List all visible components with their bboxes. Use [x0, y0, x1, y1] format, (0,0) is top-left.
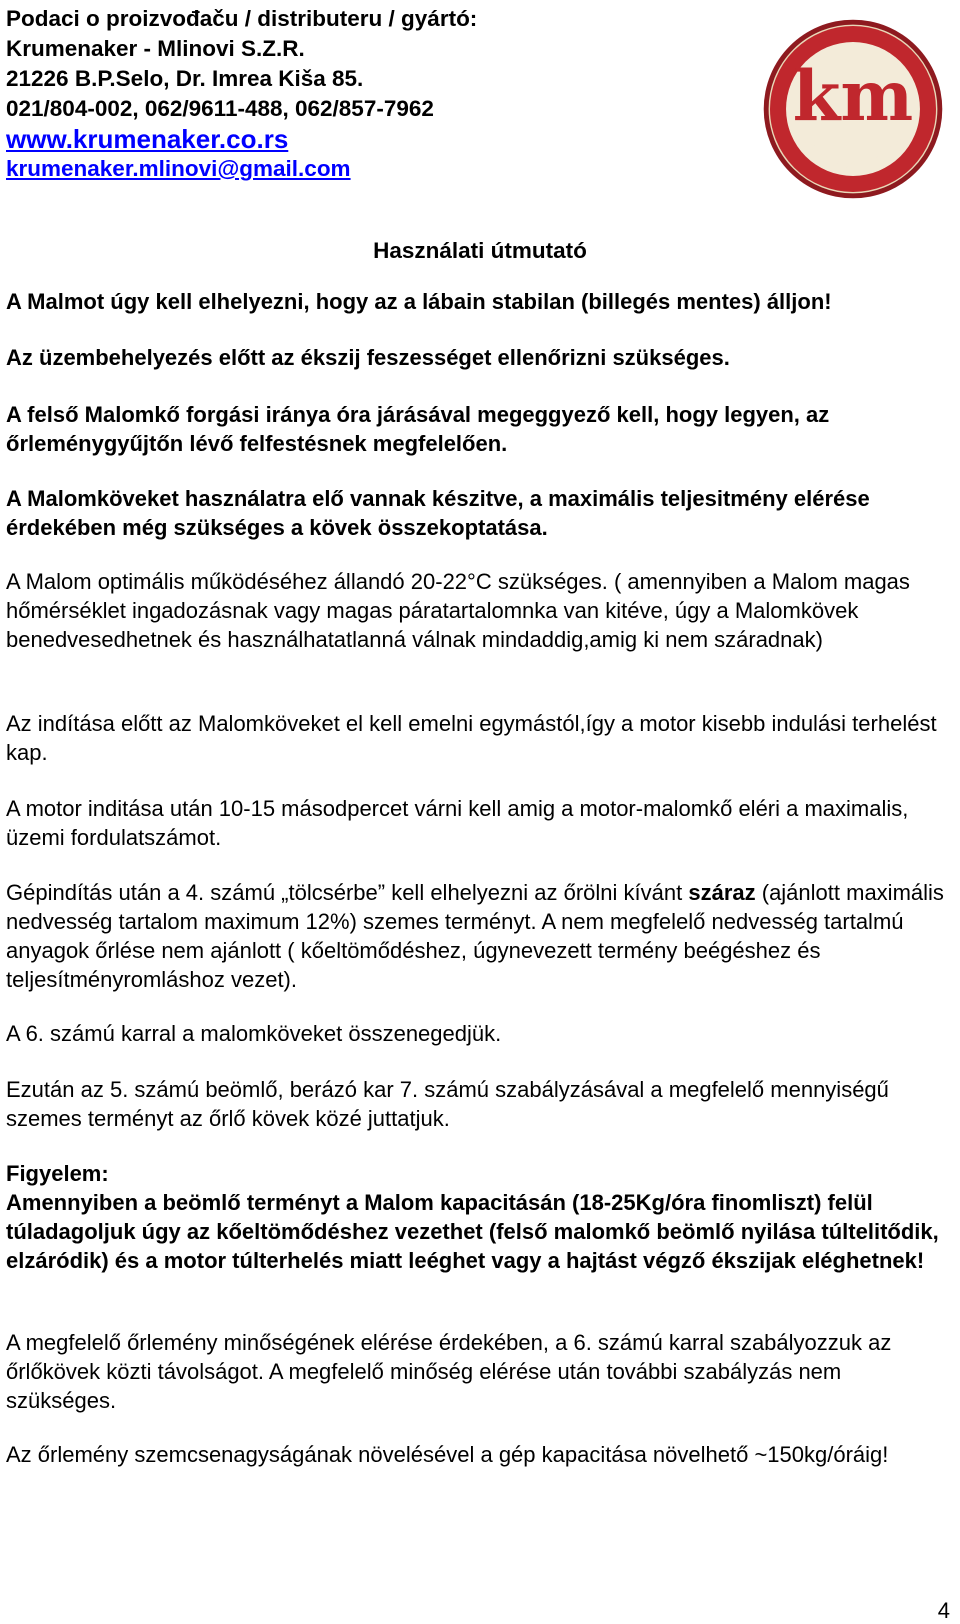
hopper-text-start: Gépindítás után a 4. számú „tölcsérbe” kell elhelyezni az őrölni kívánt [6, 880, 689, 905]
company-address: 21226 B.P.Selo, Dr. Imrea Kiša 85. [6, 66, 364, 91]
producer-heading: Podaci o proizvođaču / distributeru / gyártó: [6, 6, 478, 31]
hopper-dry-emphasis: száraz [688, 880, 756, 905]
paragraph-placement: A Malmot úgy kell elhelyezni, hogy az a lábain stabilan (billegés mentes) álljon! [6, 289, 832, 314]
logo-monogram: km [792, 56, 914, 138]
company-phones: 021/804-002, 062/9611-488, 062/857-7962 [6, 96, 434, 121]
paragraph-start-lift: Az indítása előtt az Malomköveket el kell emelni egymástól,így a motor kisebb indulási terhelést kap. [6, 711, 937, 765]
email-link[interactable]: krumenaker.mlinovi@gmail.com [6, 156, 351, 181]
paragraph-capacity: Az őrlemény szemcsenagyságának növelésével a gép kapacitása növelhető ~150kg/óráig! [6, 1442, 889, 1467]
logo-ring-text: krumenaker mlinovi [798, 133, 908, 172]
paragraph-temperature: A Malom optimális működéséhez állandó 20-22°C szükséges. ( amennyiben a Malom magas hőmérséklet ingadozásnak vagy magas páratartalomnka van kitéve, úgy a Malomkövek benedvesedhetnek és használhatatlanná válnak mindaddig,amig ki nem száradnak) [6, 569, 910, 652]
paragraph-millstones-prep: A Malomköveket használatra elő vannak készitve, a maximális teljesitmény elérése érdekében még szükséges a kövek összekoptatása. [6, 486, 870, 540]
website-link[interactable]: www.krumenaker.co.rs [6, 124, 289, 154]
paragraph-motor-wait: A motor inditása után 10-15 másodpercet várni kell amig a motor-malomkő eléri a maximalis, üzemi fordulatszámot. [6, 796, 909, 850]
warning-label: Figyelem: [6, 1161, 109, 1186]
paragraph-feed-lever: Ezután az 5. számú beömlő, berázó kar 7. számú szabályzásával a megfelelő mennyiségű szemes terményt az őrlő kövek közé juttatjuk. [6, 1077, 889, 1131]
paragraph-belt-check: Az üzembehelyezés előtt az ékszij feszességet ellenőrizni szükséges. [6, 345, 730, 370]
company-name: Krumenaker - Mlinovi S.Z.R. [6, 36, 305, 61]
document-title: Használati útmutató [373, 238, 587, 263]
warning-text: Amennyiben a beömlő terményt a Malom kapacitásán (18-25Kg/óra finomliszt) felül túladagoljuk úgy az kőeltömődéshez vezethet (felső malomkő beömlő nyilása túltelitődik, elzáródik) és a motor túlterhelés miatt leéghet vagy a hajtást végző ékszijak eléghetnek! [6, 1190, 939, 1273]
paragraph-grind-quality: A megfelelő őrlemény minőségének elérése érdekében, a 6. számú karral szabályozzuk az őrlőkövek közti távolságot. A megfelelő minőség elérése után további szabályzás nem szükséges. [6, 1330, 892, 1413]
page-number: 4 [937, 1598, 950, 1623]
paragraph-hopper [6, 878, 952, 994]
krumenaker-logo [760, 16, 946, 202]
producer-info [6, 4, 726, 184]
hopper-text-end: (ajánlott maximális nedvesség tartalom maximum 12%) szemes terményt. A nem megfelelő nedvesség tartalmú anyagok őrlése nem ajánlott ( kőeltömődéshez, úgynevezett termény beégéshez és teljesítményromláshoz vezet). [6, 880, 944, 992]
paragraph-rotation: A felső Malomkő forgási iránya óra járásával megeggyező kell, hogy legyen, az őrleménygyűjtőn lévő felfestésnek megfelelően. [6, 402, 830, 456]
paragraph-lever-six: A 6. számú karral a malomköveket összenegedjük. [6, 1021, 502, 1046]
